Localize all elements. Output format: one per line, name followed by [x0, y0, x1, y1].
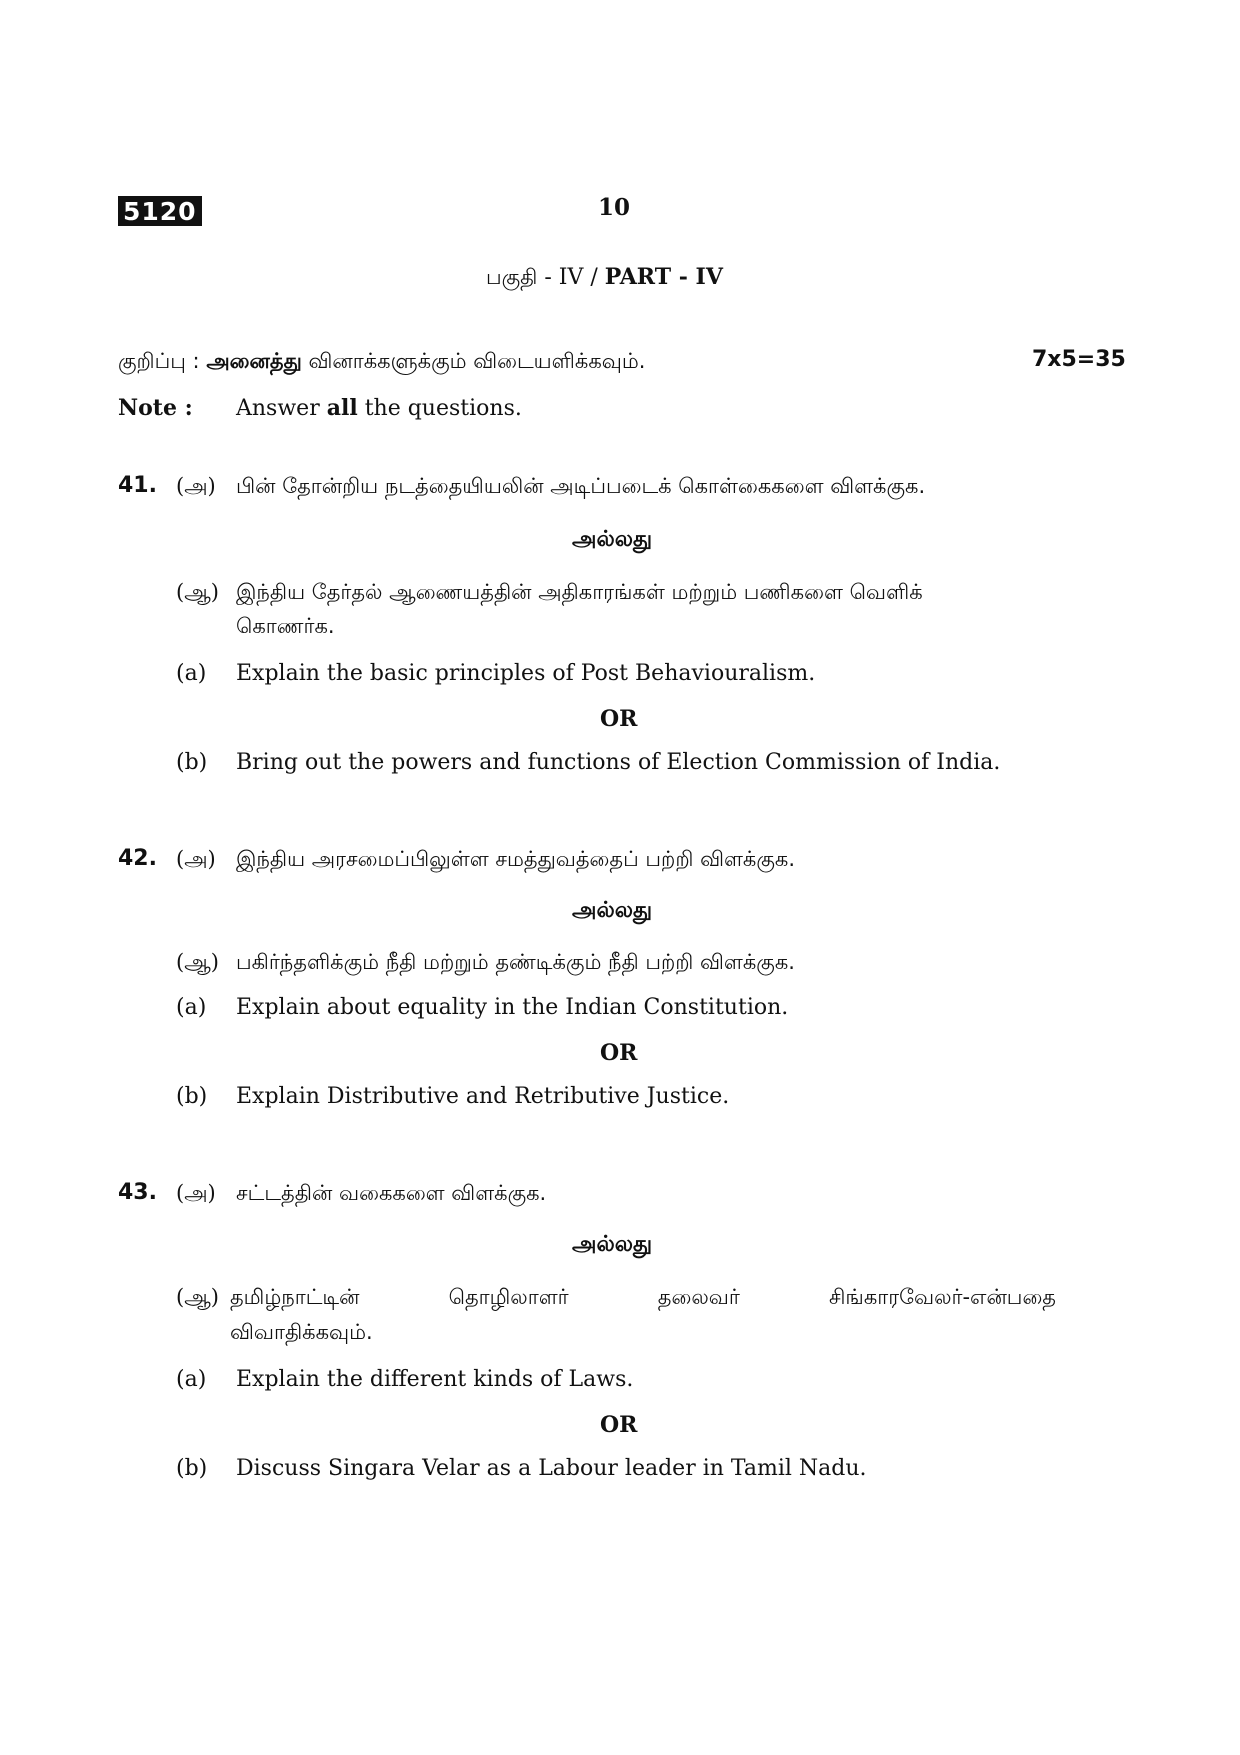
option-marker-english-b: (b) — [176, 750, 208, 775]
question-43-b-tamil-line2: விவாதிக்கவும். — [230, 1320, 373, 1344]
or-separator-english: OR — [600, 1040, 638, 1066]
instruction-tamil — [118, 349, 645, 376]
paper-code-badge: 5120 — [118, 196, 202, 226]
question-43-b-tamil-line1: தமிழ்நாட்டின் தொழிலாளர் தலைவர் சிங்காரவேலர்-என்பதை — [230, 1285, 1056, 1309]
or-separator-tamil: அல்லது — [572, 527, 653, 552]
option-marker-english-a: (a) — [176, 1367, 207, 1392]
question-41-b-tamil-line1: இந்திய தேர்தல் ஆணையத்தின் அதிகாரங்கள் மற்றும் பணிகளை வெளிக் — [236, 580, 923, 604]
part-heading-tamil: பகுதி — [486, 265, 538, 289]
question-number: 43. — [118, 1180, 157, 1205]
option-marker-tamil-b: (ஆ) — [176, 1285, 219, 1309]
question-42-b-english: Explain Distributive and Retributive Justice. — [236, 1084, 730, 1109]
option-marker-english-a: (a) — [176, 661, 207, 686]
question-41-a-english: Explain the basic principles of Post Behaviouralism. — [236, 661, 816, 686]
or-separator-english: OR — [600, 706, 638, 732]
page-number: 10 — [598, 194, 631, 221]
part-heading — [486, 264, 723, 292]
question-43-b-english: Discuss Singara Velar as a Labour leader in Tamil Nadu. — [236, 1456, 867, 1481]
option-marker-tamil-a: (அ) — [176, 474, 216, 498]
part-heading-roman: - IV / — [544, 265, 598, 290]
question-41-a-tamil: பின் தோன்றிய நடத்தையியலின் அடிப்படைக் கொள்கைகளை விளக்குக. — [236, 474, 926, 498]
option-marker-tamil-a: (அ) — [176, 847, 216, 871]
instruction-tamil-rest: வினாக்களுக்கும் விடையளிக்கவும். — [308, 349, 646, 373]
part-heading-english: PART - IV — [604, 264, 723, 290]
question-42-b-tamil: பகிர்ந்தளிக்கும் நீதி மற்றும் தண்டிக்கும் நீதி பற்றி விளக்குக. — [236, 950, 795, 974]
option-marker-tamil-b: (ஆ) — [176, 950, 219, 974]
option-marker-tamil-a: (அ) — [176, 1181, 216, 1205]
or-separator-english: OR — [600, 1412, 638, 1438]
option-marker-english-a: (a) — [176, 995, 207, 1020]
marks-allotment: 7x5=35 — [1032, 347, 1126, 372]
question-41-b-tamil-line2: கொணர்க. — [236, 614, 335, 638]
question-43-a-english: Explain the different kinds of Laws. — [236, 1367, 634, 1392]
question-42-a-tamil: இந்திய அரசமைப்பிலுள்ள சமத்துவத்தைப் பற்றி விளக்குக. — [236, 847, 795, 871]
or-separator-tamil: அல்லது — [572, 1232, 653, 1257]
instruction-tamil-bold: அனைத்து — [206, 349, 302, 373]
question-number: 41. — [118, 473, 157, 498]
question-41-b-english: Bring out the powers and functions of Election Commission of India. — [236, 750, 1001, 775]
instruction-tamil-label: குறிப்பு : — [118, 349, 200, 373]
instruction-english-bold: all — [326, 395, 358, 421]
instruction-english-post: the questions. — [364, 396, 522, 421]
instruction-english-label: Note : — [118, 395, 193, 421]
option-marker-english-b: (b) — [176, 1084, 208, 1109]
instruction-english — [236, 395, 522, 421]
or-separator-tamil: அல்லது — [572, 898, 653, 923]
instruction-english-pre: Answer — [236, 396, 320, 421]
question-43-a-tamil: சட்டத்தின் வகைகளை விளக்குக. — [236, 1181, 547, 1205]
option-marker-tamil-b: (ஆ) — [176, 580, 219, 604]
question-number: 42. — [118, 846, 157, 871]
option-marker-english-b: (b) — [176, 1456, 208, 1481]
question-42-a-english: Explain about equality in the Indian Constitution. — [236, 995, 789, 1020]
